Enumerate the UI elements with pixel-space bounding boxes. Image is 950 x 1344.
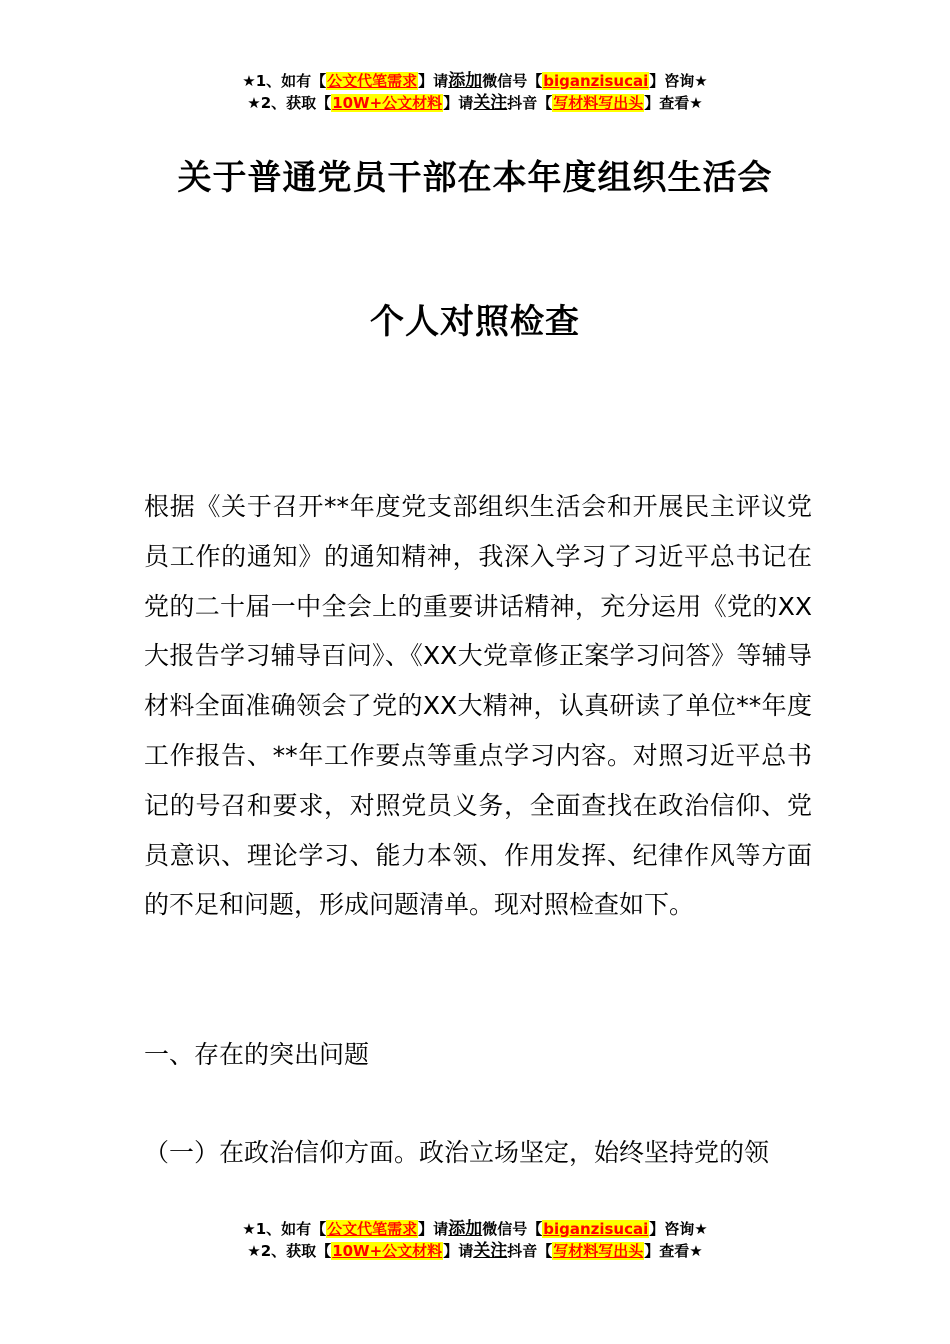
promo-text: ★2、获取【 [247,94,332,112]
promo-highlight: 10W+公文材料 [332,1242,443,1260]
promo-text: ★1、如有【 [242,1220,327,1238]
promo-emphasis: 添加 [448,71,483,91]
promo-highlight: 公文代笔需求 [327,1220,418,1238]
promo-text: 】请 [443,94,474,112]
promo-text: 】请 [418,72,449,90]
promo-text: 】咨询★ [649,72,708,90]
promo-line-2 [0,92,950,114]
promo-header [0,70,950,114]
promo-highlight: 写材料写出头 [553,1242,644,1260]
promo-line-1 [0,70,950,92]
document-title-line-2: 个人对照检查 [370,302,580,342]
promo-highlight: biganzisucai [543,1220,649,1238]
promo-highlight: 写材料写出头 [553,94,644,112]
promo-text: 】查看★ [644,94,703,112]
promo-emphasis: 添加 [448,1219,483,1239]
promo-emphasis: 关注 [473,1241,508,1261]
promo-highlight: 公文代笔需求 [327,72,418,90]
promo-text: 抖音【 [507,1242,553,1260]
document-title-line-1: 关于普通党员干部在本年度组织生活会 [177,158,773,198]
promo-text: ★2、获取【 [247,1242,332,1260]
promo-line-2 [0,1240,950,1262]
subsection-paragraph: （一）在政治信仰方面。政治立场坚定，始终坚持党的领 [144,1138,770,1167]
section-heading: 一、存在的突出问题 [144,1040,370,1069]
promo-text: 】查看★ [644,1242,703,1260]
promo-highlight: biganzisucai [543,72,649,90]
promo-text: 】请 [443,1242,474,1260]
promo-text: 】请 [418,1220,449,1238]
intro-paragraph: 根据《关于召开**年度党支部组织生活会和开展民主评议党员工作的通知》的通知精神，我深入学习了习近平总书记在党的二十届一中全会上的重要讲话精神，充分运用《党的XX大报告学习辅导百问》、《XX大党章修正案学习问答》等辅导材料全面准确领会了党的XX大精神，认真研读了单位**年度工作报告、**年工作要点等重点学习内容。对照习近平总书记的号召和要求，对照党员义务，全面查找在政治信仰、党员意识、理论学习、能力本领、作用发挥、纪律作风等方面的不足和问题，形成问题清单。现对照检查如下。 [144,492,812,920]
promo-text: 微信号【 [482,1220,543,1238]
promo-text: 抖音【 [507,94,553,112]
promo-text: 微信号【 [482,72,543,90]
promo-footer [0,1218,950,1262]
promo-highlight: 10W+公文材料 [332,94,443,112]
promo-text: ★1、如有【 [242,72,327,90]
promo-line-1 [0,1218,950,1240]
promo-text: 】咨询★ [649,1220,708,1238]
promo-emphasis: 关注 [473,93,508,113]
